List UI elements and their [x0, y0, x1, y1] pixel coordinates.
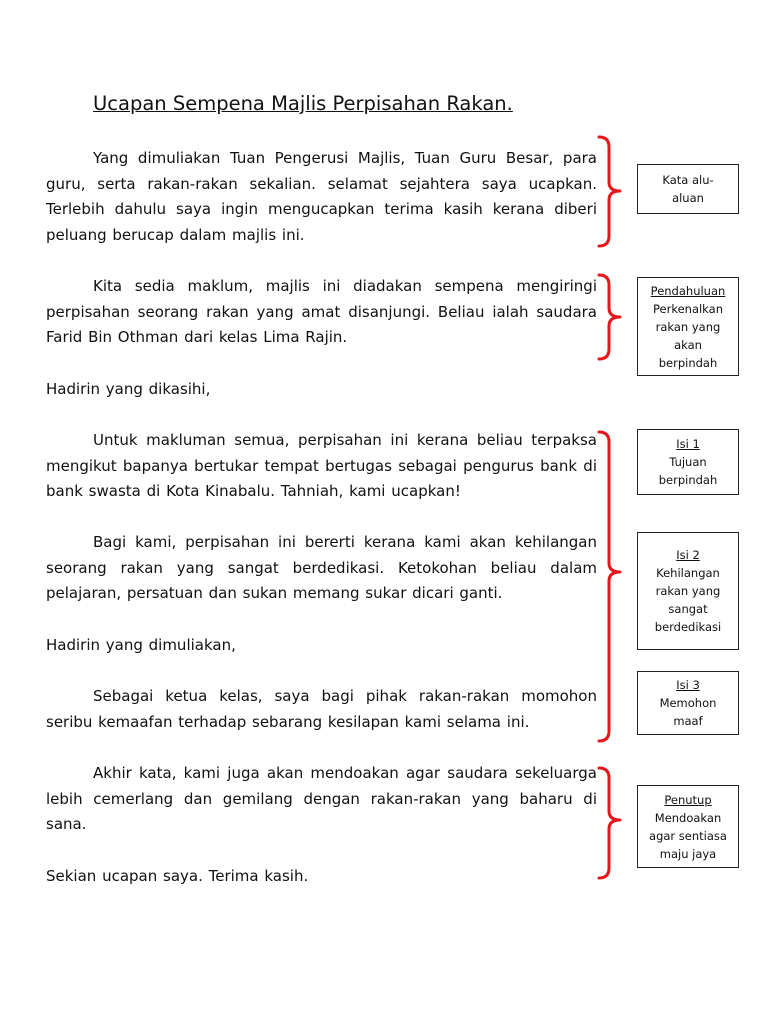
annotation-body: Mendoakan agar sentiasa maju jaya — [649, 810, 727, 861]
paragraph-content-2: Bagi kami, perpisahan ini bererti kerana kami akan kehilangan seorang rakan yang sangat berdedikasi. Ketokohan beliau dalam pelajaran, persatuan dan sukan memang sukar dicari ganti. — [46, 533, 597, 603]
annotation-body: Memohon maaf — [659, 696, 717, 728]
annotation-body: Tujuan berpindah — [658, 455, 718, 487]
paragraph-salutation: Yang dimuliakan Tuan Pengerusi Majlis, Tuan Guru Besar, para guru, serta rakan-rakan sekalian. selamat sejahtera saya ucapkan. Terlebih dahulu saya ingin mengucapkan terima kasih kerana diberi peluang berucap dalam majlis ini. — [46, 149, 597, 245]
brace-icon — [597, 430, 627, 743]
annotation-body: Perkenalkan rakan yang akan berpindah — [653, 301, 723, 370]
annotation-body: Kehilangan rakan yang sangat berdedikasi — [654, 566, 722, 634]
annotation-heading: Pendahuluan — [650, 283, 726, 298]
annotation-box-pendahuluan — [637, 277, 739, 376]
annotation-body: Kata alu- aluan — [662, 173, 714, 205]
paragraph-content-1: Untuk makluman semua, perpisahan ini kerana beliau terpaksa mengikut bapanya bertukar tempat bertugas sebagai pengurus bank di bank swasta di Kota Kinabalu. Tahniah, kami ucapkan! — [46, 431, 597, 501]
annotation-box-isi-2 — [637, 532, 739, 650]
brace-icon — [597, 766, 627, 880]
paragraph-thanks: Sekian ucapan saya. Terima kasih. — [46, 867, 309, 885]
annotation-heading: Isi 1 — [676, 437, 700, 451]
document-title: Ucapan Sempena Majlis Perpisahan Rakan. — [93, 92, 513, 115]
annotation-box-isi-1 — [637, 429, 739, 495]
annotation-heading: Isi 3 — [676, 678, 700, 692]
annotation-box-kata-alu-aluan — [637, 164, 739, 214]
annotation-box-isi-3 — [637, 671, 739, 735]
paragraph-introduction: Kita sedia maklum, majlis ini diadakan sempena mengiringi perpisahan seorang rakan yang amat disanjungi. Beliau ialah saudara Farid Bin Othman dari kelas Lima Rajin. — [46, 277, 597, 347]
annotation-box-penutup — [637, 785, 739, 868]
brace-icon — [597, 273, 627, 361]
paragraph-closing: Akhir kata, kami juga akan mendoakan agar saudara sekeluarga lebih cemerlang dan gemilang dengan rakan-rakan yang baharu di sana. — [46, 764, 597, 834]
annotation-heading: Penutup — [664, 792, 712, 807]
brace-icon — [597, 135, 627, 248]
paragraph-greeting-1: Hadirin yang dikasihi, — [46, 380, 211, 398]
paragraph-content-3: Sebagai ketua kelas, saya bagi pihak rakan-rakan momohon seribu kemaafan terhadap sebarang kesilapan kami selama ini. — [46, 687, 597, 731]
paragraph-greeting-2: Hadirin yang dimuliakan, — [46, 636, 236, 654]
annotation-heading: Isi 2 — [676, 548, 700, 562]
